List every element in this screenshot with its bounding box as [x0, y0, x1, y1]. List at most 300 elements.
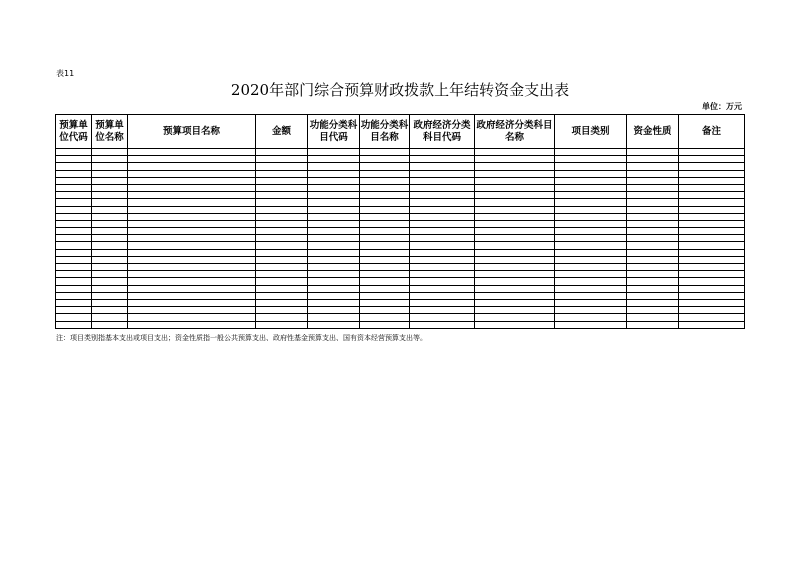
- table-cell: [627, 149, 679, 156]
- table-cell: [627, 206, 679, 213]
- table-cell: [56, 228, 92, 235]
- table-cell: [92, 264, 128, 271]
- table-cell: [555, 156, 627, 163]
- table-cell: [128, 321, 256, 328]
- table-cell: [128, 199, 256, 206]
- header-cell: 功能分类科目名称: [360, 115, 410, 149]
- table-row: [56, 264, 745, 271]
- table-cell: [475, 321, 555, 328]
- header-cell: 项目类别: [555, 115, 627, 149]
- table-cell: [627, 163, 679, 170]
- table-cell: [92, 220, 128, 227]
- table-row: [56, 235, 745, 242]
- table-cell: [555, 242, 627, 249]
- table-cell: [410, 292, 475, 299]
- table-cell: [256, 228, 308, 235]
- table-cell: [555, 170, 627, 177]
- table-cell: [92, 285, 128, 292]
- table-cell: [475, 170, 555, 177]
- table-row: [56, 278, 745, 285]
- table-cell: [410, 307, 475, 314]
- table-cell: [410, 242, 475, 249]
- table-container: [55, 114, 744, 329]
- table-cell: [555, 220, 627, 227]
- table-cell: [679, 156, 745, 163]
- table-cell: [475, 242, 555, 249]
- table-cell: [679, 220, 745, 227]
- table-cell: [627, 228, 679, 235]
- table-cell: [308, 249, 360, 256]
- table-cell: [475, 292, 555, 299]
- table-cell: [555, 271, 627, 278]
- table-cell: [475, 249, 555, 256]
- table-cell: [475, 220, 555, 227]
- table-row: [56, 249, 745, 256]
- table-cell: [92, 177, 128, 184]
- table-cell: [308, 299, 360, 306]
- table-cell: [256, 163, 308, 170]
- table-cell: [410, 256, 475, 263]
- table-cell: [627, 249, 679, 256]
- table-cell: [308, 278, 360, 285]
- table-cell: [92, 228, 128, 235]
- table-cell: [308, 213, 360, 220]
- table-cell: [256, 314, 308, 321]
- table-cell: [128, 163, 256, 170]
- table-cell: [679, 199, 745, 206]
- table-cell: [56, 235, 92, 242]
- table-cell: [679, 235, 745, 242]
- table-cell: [679, 184, 745, 191]
- table-cell: [475, 199, 555, 206]
- table-cell: [360, 228, 410, 235]
- table-cell: [627, 235, 679, 242]
- table-cell: [56, 321, 92, 328]
- table-cell: [128, 314, 256, 321]
- table-cell: [308, 199, 360, 206]
- table-cell: [410, 199, 475, 206]
- table-cell: [475, 256, 555, 263]
- table-cell: [92, 156, 128, 163]
- table-cell: [56, 256, 92, 263]
- table-cell: [56, 271, 92, 278]
- table-cell: [92, 314, 128, 321]
- table-cell: [360, 192, 410, 199]
- table-cell: [56, 264, 92, 271]
- table-cell: [360, 220, 410, 227]
- table-cell: [360, 256, 410, 263]
- table-cell: [92, 184, 128, 191]
- table-cell: [128, 256, 256, 263]
- table-cell: [555, 264, 627, 271]
- table-cell: [360, 177, 410, 184]
- table-cell: [128, 184, 256, 191]
- table-cell: [128, 206, 256, 213]
- table-cell: [475, 264, 555, 271]
- table-cell: [410, 271, 475, 278]
- table-cell: [56, 249, 92, 256]
- table-cell: [679, 242, 745, 249]
- table-cell: [679, 228, 745, 235]
- page-title: 2020年部门综合预算财政拨款上年结转资金支出表: [230, 81, 570, 99]
- table-row: [56, 206, 745, 213]
- table-cell: [360, 149, 410, 156]
- table-row: [56, 256, 745, 263]
- table-cell: [128, 242, 256, 249]
- table-cell: [555, 192, 627, 199]
- table-cell: [256, 170, 308, 177]
- table-cell: [555, 314, 627, 321]
- table-cell: [410, 177, 475, 184]
- table-cell: [128, 192, 256, 199]
- table-cell: [679, 249, 745, 256]
- table-cell: [555, 299, 627, 306]
- table-cell: [410, 285, 475, 292]
- table-row: [56, 149, 745, 156]
- table-cell: [360, 314, 410, 321]
- table-cell: [360, 184, 410, 191]
- table-cell: [360, 242, 410, 249]
- table-cell: [555, 177, 627, 184]
- table-cell: [555, 292, 627, 299]
- table-cell: [256, 220, 308, 227]
- table-cell: [475, 163, 555, 170]
- table-cell: [410, 170, 475, 177]
- table-cell: [475, 206, 555, 213]
- header-cell: 资金性质: [627, 115, 679, 149]
- table-cell: [475, 314, 555, 321]
- table-cell: [256, 307, 308, 314]
- table-cell: [56, 156, 92, 163]
- table-cell: [128, 228, 256, 235]
- table-cell: [360, 292, 410, 299]
- table-cell: [475, 299, 555, 306]
- table-cell: [410, 156, 475, 163]
- table-cell: [308, 285, 360, 292]
- table-cell: [627, 220, 679, 227]
- table-cell: [308, 170, 360, 177]
- table-row: [56, 314, 745, 321]
- table-cell: [256, 256, 308, 263]
- header-cell: 功能分类科目代码: [308, 115, 360, 149]
- table-cell: [627, 213, 679, 220]
- table-cell: [308, 156, 360, 163]
- table-cell: [627, 192, 679, 199]
- table-cell: [56, 285, 92, 292]
- table-cell: [410, 163, 475, 170]
- table-cell: [360, 285, 410, 292]
- table-cell: [410, 314, 475, 321]
- table-cell: [679, 170, 745, 177]
- table-cell: [475, 184, 555, 191]
- table-cell: [679, 299, 745, 306]
- table-cell: [360, 170, 410, 177]
- table-cell: [128, 271, 256, 278]
- table-cell: [308, 314, 360, 321]
- table-cell: [128, 149, 256, 156]
- table-cell: [128, 278, 256, 285]
- table-cell: [360, 249, 410, 256]
- table-cell: [360, 278, 410, 285]
- table-cell: [627, 242, 679, 249]
- table-cell: [410, 220, 475, 227]
- table-cell: [555, 321, 627, 328]
- table-cell: [360, 299, 410, 306]
- table-cell: [410, 206, 475, 213]
- table-cell: [679, 177, 745, 184]
- table-cell: [555, 285, 627, 292]
- table-cell: [56, 278, 92, 285]
- table-cell: [360, 235, 410, 242]
- header-cell: 预算项目名称: [128, 115, 256, 149]
- table-cell: [679, 264, 745, 271]
- table-cell: [475, 149, 555, 156]
- header-cell: 金额: [256, 115, 308, 149]
- table-cell: [475, 177, 555, 184]
- table-row: [56, 156, 745, 163]
- table-cell: [555, 149, 627, 156]
- table-cell: [256, 292, 308, 299]
- table-cell: [410, 249, 475, 256]
- table-row: [56, 170, 745, 177]
- table-cell: [475, 278, 555, 285]
- table-cell: [475, 192, 555, 199]
- table-cell: [92, 192, 128, 199]
- table-cell: [410, 149, 475, 156]
- table-cell: [92, 278, 128, 285]
- table-cell: [555, 213, 627, 220]
- table-cell: [128, 292, 256, 299]
- table-cell: [256, 184, 308, 191]
- table-cell: [679, 206, 745, 213]
- table-cell: [128, 299, 256, 306]
- table-cell: [128, 249, 256, 256]
- table-cell: [128, 264, 256, 271]
- table-cell: [128, 220, 256, 227]
- table-cell: [308, 163, 360, 170]
- table-cell: [56, 149, 92, 156]
- table-cell: [410, 228, 475, 235]
- table-cell: [308, 264, 360, 271]
- table-cell: [128, 213, 256, 220]
- table-row: [56, 228, 745, 235]
- table-cell: [92, 292, 128, 299]
- table-cell: [679, 321, 745, 328]
- table-cell: [92, 249, 128, 256]
- table-cell: [256, 206, 308, 213]
- table-cell: [56, 170, 92, 177]
- table-row: [56, 192, 745, 199]
- table-cell: [555, 199, 627, 206]
- table-cell: [56, 314, 92, 321]
- table-cell: [92, 256, 128, 263]
- table-cell: [555, 235, 627, 242]
- table-cell: [256, 213, 308, 220]
- table-cell: [475, 156, 555, 163]
- table-cell: [627, 307, 679, 314]
- table-cell: [128, 156, 256, 163]
- table-cell: [679, 292, 745, 299]
- table-cell: [308, 271, 360, 278]
- table-cell: [308, 192, 360, 199]
- table-cell: [308, 235, 360, 242]
- table-cell: [256, 192, 308, 199]
- expenditure-table: [55, 114, 745, 329]
- table-cell: [475, 228, 555, 235]
- table-cell: [256, 177, 308, 184]
- table-cell: [308, 184, 360, 191]
- table-cell: [256, 249, 308, 256]
- table-cell: [555, 256, 627, 263]
- table-cell: [56, 163, 92, 170]
- table-row: [56, 184, 745, 191]
- table-cell: [128, 285, 256, 292]
- header-cell: 备注: [679, 115, 745, 149]
- table-cell: [627, 184, 679, 191]
- table-cell: [555, 163, 627, 170]
- header-cell: 政府经济分类科目代码: [410, 115, 475, 149]
- table-cell: [256, 156, 308, 163]
- table-cell: [555, 307, 627, 314]
- table-cell: [128, 235, 256, 242]
- table-cell: [92, 170, 128, 177]
- table-cell: [627, 271, 679, 278]
- table-cell: [360, 163, 410, 170]
- table-cell: [92, 271, 128, 278]
- table-cell: [308, 307, 360, 314]
- table-cell: [555, 249, 627, 256]
- table-cell: [256, 264, 308, 271]
- table-cell: [308, 228, 360, 235]
- table-row: [56, 299, 745, 306]
- table-cell: [56, 242, 92, 249]
- table-cell: [256, 321, 308, 328]
- table-cell: [56, 184, 92, 191]
- table-cell: [308, 149, 360, 156]
- table-cell: [679, 149, 745, 156]
- header-cell: 政府经济分类科目名称: [475, 115, 555, 149]
- table-cell: [627, 314, 679, 321]
- table-cell: [56, 220, 92, 227]
- table-cell: [256, 278, 308, 285]
- table-cell: [92, 199, 128, 206]
- table-row: [56, 271, 745, 278]
- unit-label: 单位：万元: [702, 102, 742, 111]
- table-cell: [360, 264, 410, 271]
- table-cell: [256, 271, 308, 278]
- table-cell: [475, 213, 555, 220]
- table-cell: [410, 264, 475, 271]
- table-cell: [679, 314, 745, 321]
- table-cell: [256, 242, 308, 249]
- table-cell: [360, 271, 410, 278]
- table-cell: [360, 206, 410, 213]
- table-cell: [256, 285, 308, 292]
- table-cell: [475, 271, 555, 278]
- table-cell: [56, 307, 92, 314]
- table-cell: [410, 299, 475, 306]
- table-cell: [627, 321, 679, 328]
- table-cell: [308, 321, 360, 328]
- table-cell: [92, 242, 128, 249]
- table-cell: [92, 149, 128, 156]
- table-cell: [410, 321, 475, 328]
- table-row: [56, 307, 745, 314]
- table-cell: [56, 177, 92, 184]
- table-cell: [92, 321, 128, 328]
- table-cell: [627, 177, 679, 184]
- table-cell: [56, 199, 92, 206]
- table-cell: [627, 156, 679, 163]
- table-row: [56, 199, 745, 206]
- header-row: [56, 115, 745, 149]
- table-cell: [410, 235, 475, 242]
- table-number: 表11: [56, 69, 75, 78]
- table-row: [56, 163, 745, 170]
- table-cell: [56, 299, 92, 306]
- table-cell: [410, 213, 475, 220]
- table-row: [56, 292, 745, 299]
- table-cell: [555, 228, 627, 235]
- table-cell: [256, 149, 308, 156]
- table-cell: [360, 156, 410, 163]
- table-cell: [256, 235, 308, 242]
- table-cell: [679, 213, 745, 220]
- table-cell: [308, 177, 360, 184]
- table-cell: [308, 206, 360, 213]
- table-cell: [679, 271, 745, 278]
- table-cell: [475, 285, 555, 292]
- table-cell: [679, 163, 745, 170]
- table-cell: [308, 256, 360, 263]
- table-cell: [56, 213, 92, 220]
- table-cell: [410, 278, 475, 285]
- table-cell: [555, 278, 627, 285]
- table-cell: [92, 299, 128, 306]
- table-cell: [627, 256, 679, 263]
- table-cell: [627, 170, 679, 177]
- table-cell: [410, 184, 475, 191]
- table-cell: [679, 256, 745, 263]
- table-cell: [92, 206, 128, 213]
- table-cell: [555, 184, 627, 191]
- table-cell: [56, 206, 92, 213]
- table-cell: [128, 170, 256, 177]
- table-cell: [627, 199, 679, 206]
- table-cell: [256, 299, 308, 306]
- table-cell: [475, 307, 555, 314]
- table-cell: [92, 163, 128, 170]
- table-row: [56, 321, 745, 328]
- table-cell: [679, 285, 745, 292]
- table-cell: [627, 278, 679, 285]
- table-cell: [56, 192, 92, 199]
- table-cell: [555, 206, 627, 213]
- table-cell: [308, 242, 360, 249]
- table-cell: [308, 292, 360, 299]
- header-cell: 预算单位名称: [92, 115, 128, 149]
- table-cell: [92, 235, 128, 242]
- table-cell: [360, 321, 410, 328]
- table-cell: [128, 177, 256, 184]
- table-row: [56, 285, 745, 292]
- table-cell: [410, 192, 475, 199]
- table-cell: [360, 199, 410, 206]
- table-cell: [92, 307, 128, 314]
- header-cell: 预算单位代码: [56, 115, 92, 149]
- table-cell: [679, 307, 745, 314]
- table-cell: [256, 199, 308, 206]
